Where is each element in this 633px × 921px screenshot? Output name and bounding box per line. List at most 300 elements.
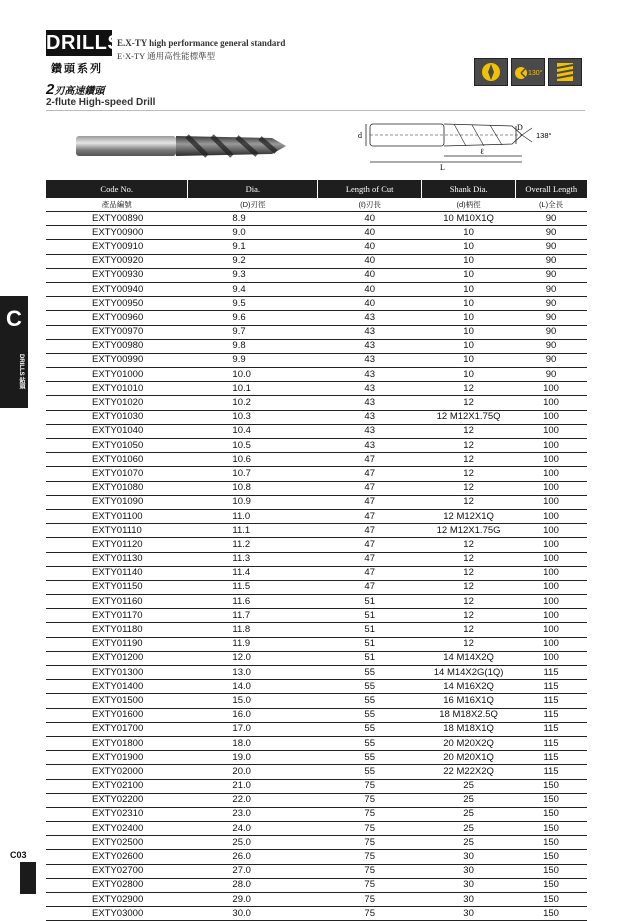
diagram-L-label: L — [440, 163, 445, 172]
cell-dia: 30.0 — [188, 907, 318, 921]
cell-shank-dia: 12 — [422, 566, 516, 580]
cell-code: EXTY01070 — [46, 467, 188, 481]
cell-shank-dia: 12 — [422, 637, 516, 651]
cell-length-of-cut: 55 — [318, 708, 422, 722]
cell-dia: 15.0 — [188, 694, 318, 708]
cell-shank-dia: 12 — [422, 481, 516, 495]
cell-shank-dia: 25 — [422, 807, 516, 821]
cell-shank-dia: 14 M14X2Q — [422, 651, 516, 665]
cell-dia: 11.8 — [188, 623, 318, 637]
cell-length-of-cut: 43 — [318, 339, 422, 353]
cell-shank-dia: 12 — [422, 439, 516, 453]
cell-code: EXTY02000 — [46, 765, 188, 779]
cell-dia: 9.7 — [188, 325, 318, 339]
cell-shank-dia: 10 — [422, 282, 516, 296]
cell-code: EXTY03000 — [46, 907, 188, 921]
table-row — [46, 807, 587, 821]
cell-overall-length: 100 — [516, 467, 587, 481]
cell-overall-length: 150 — [516, 907, 587, 921]
table-row — [46, 595, 587, 609]
cell-dia: 21.0 — [188, 779, 318, 793]
cell-dia: 19.0 — [188, 751, 318, 765]
cell-overall-length: 150 — [516, 878, 587, 892]
coating-icon — [548, 58, 582, 86]
table-subheader-row — [46, 198, 587, 212]
cell-overall-length: 100 — [516, 651, 587, 665]
cell-length-of-cut: 55 — [318, 680, 422, 694]
table-row — [46, 524, 587, 538]
cell-dia: 11.2 — [188, 538, 318, 552]
cell-overall-length: 100 — [516, 453, 587, 467]
table-row — [46, 353, 587, 367]
cell-dia: 9.9 — [188, 353, 318, 367]
cell-shank-dia: 18 M18X2.5Q — [422, 708, 516, 722]
cell-length-of-cut: 43 — [318, 424, 422, 438]
cell-overall-length: 90 — [516, 368, 587, 382]
table-row — [46, 396, 587, 410]
cell-length-of-cut: 40 — [318, 240, 422, 254]
cell-length-of-cut: 40 — [318, 268, 422, 282]
cell-length-of-cut: 51 — [318, 623, 422, 637]
cell-dia: 18.0 — [188, 736, 318, 750]
table-row — [46, 467, 587, 481]
cell-shank-dia: 10 — [422, 240, 516, 254]
subheader-code: 產品編號 — [46, 198, 188, 212]
cell-length-of-cut: 43 — [318, 439, 422, 453]
cell-dia: 28.0 — [188, 878, 318, 892]
table-row — [46, 580, 587, 594]
cell-overall-length: 100 — [516, 609, 587, 623]
cell-dia: 9.6 — [188, 311, 318, 325]
table-row — [46, 240, 587, 254]
cell-length-of-cut: 75 — [318, 836, 422, 850]
spec-table — [46, 180, 587, 921]
cell-code: EXTY01600 — [46, 708, 188, 722]
cell-dia: 9.5 — [188, 297, 318, 311]
table-row — [46, 410, 587, 424]
cell-code: EXTY01200 — [46, 651, 188, 665]
cell-overall-length: 90 — [516, 212, 587, 226]
table-row — [46, 368, 587, 382]
cell-length-of-cut: 75 — [318, 807, 422, 821]
cell-dia: 25.0 — [188, 836, 318, 850]
table-row — [46, 339, 587, 353]
table-row — [46, 297, 587, 311]
table-row — [46, 836, 587, 850]
table-row — [46, 751, 587, 765]
page-number: C03 — [10, 850, 27, 860]
table-row — [46, 850, 587, 864]
cell-overall-length: 100 — [516, 509, 587, 523]
cell-overall-length: 100 — [516, 382, 587, 396]
cell-overall-length: 100 — [516, 538, 587, 552]
table-row — [46, 623, 587, 637]
table-row — [46, 481, 587, 495]
cell-shank-dia: 12 — [422, 623, 516, 637]
cell-overall-length: 90 — [516, 325, 587, 339]
col-header-shank-dia: Shank Dia. — [422, 180, 516, 198]
cell-dia: 20.0 — [188, 765, 318, 779]
table-row — [46, 382, 587, 396]
cell-length-of-cut: 55 — [318, 736, 422, 750]
cell-shank-dia: 30 — [422, 893, 516, 907]
angle-130-icon — [511, 58, 545, 86]
cell-shank-dia: 20 M20X1Q — [422, 751, 516, 765]
section-title-en: 2-flute High-speed Drill — [46, 97, 156, 108]
table-row — [46, 822, 587, 836]
cell-dia: 11.1 — [188, 524, 318, 538]
cell-overall-length: 90 — [516, 240, 587, 254]
cell-shank-dia: 12 — [422, 538, 516, 552]
side-tab-letter: C — [6, 306, 22, 331]
brand-english-line: E.X-TY high performance general standard — [117, 38, 286, 48]
col-header-overall-length: Overall Length — [516, 180, 587, 198]
cell-length-of-cut: 75 — [318, 907, 422, 921]
cell-overall-length: 115 — [516, 666, 587, 680]
cell-shank-dia: 30 — [422, 864, 516, 878]
cell-code: EXTY01060 — [46, 453, 188, 467]
cell-overall-length: 115 — [516, 722, 587, 736]
cell-dia: 16.0 — [188, 708, 318, 722]
cell-code: EXTY01700 — [46, 722, 188, 736]
cell-overall-length: 100 — [516, 495, 587, 509]
cell-code: EXTY00920 — [46, 254, 188, 268]
cell-shank-dia: 20 M20X2Q — [422, 736, 516, 750]
series-label: 鑽頭系列 — [51, 63, 103, 75]
cell-dia: 22.0 — [188, 793, 318, 807]
cell-overall-length: 100 — [516, 637, 587, 651]
cell-length-of-cut: 75 — [318, 878, 422, 892]
cell-dia: 13.0 — [188, 666, 318, 680]
table-row — [46, 878, 587, 892]
cell-code: EXTY01300 — [46, 666, 188, 680]
table-body — [46, 212, 587, 921]
cell-overall-length: 115 — [516, 694, 587, 708]
cell-code: EXTY01050 — [46, 439, 188, 453]
cell-code: EXTY01150 — [46, 580, 188, 594]
cell-length-of-cut: 51 — [318, 651, 422, 665]
cell-overall-length: 90 — [516, 282, 587, 296]
cell-length-of-cut: 40 — [318, 226, 422, 240]
cell-shank-dia: 12 M12X1.75Q — [422, 410, 516, 424]
cell-code: EXTY02100 — [46, 779, 188, 793]
cell-shank-dia: 25 — [422, 822, 516, 836]
cell-shank-dia: 10 — [422, 226, 516, 240]
page-bar — [20, 862, 36, 894]
cell-code: EXTY02600 — [46, 850, 188, 864]
cell-overall-length: 100 — [516, 566, 587, 580]
cell-length-of-cut: 75 — [318, 893, 422, 907]
cell-length-of-cut: 43 — [318, 353, 422, 367]
cell-length-of-cut: 43 — [318, 410, 422, 424]
table-row — [46, 864, 587, 878]
cell-dia: 9.0 — [188, 226, 318, 240]
cell-dia: 12.0 — [188, 651, 318, 665]
cell-shank-dia: 10 — [422, 311, 516, 325]
table-row — [46, 552, 587, 566]
cell-length-of-cut: 47 — [318, 481, 422, 495]
table-row — [46, 793, 587, 807]
cell-length-of-cut: 40 — [318, 212, 422, 226]
cell-length-of-cut: 75 — [318, 779, 422, 793]
cell-shank-dia: 25 — [422, 836, 516, 850]
cell-shank-dia: 10 — [422, 254, 516, 268]
cell-shank-dia: 12 — [422, 396, 516, 410]
cell-dia: 23.0 — [188, 807, 318, 821]
cell-overall-length: 90 — [516, 311, 587, 325]
section-side-tab — [0, 296, 28, 408]
cell-code: EXTY01400 — [46, 680, 188, 694]
cell-shank-dia: 12 — [422, 424, 516, 438]
table-row — [46, 226, 587, 240]
table-header-row — [46, 180, 587, 198]
cell-overall-length: 90 — [516, 254, 587, 268]
cell-code: EXTY01130 — [46, 552, 188, 566]
cell-length-of-cut: 55 — [318, 751, 422, 765]
diagram-d-label: d — [358, 131, 362, 140]
cell-shank-dia: 12 — [422, 609, 516, 623]
cell-dia: 10.0 — [188, 368, 318, 382]
cell-shank-dia: 10 — [422, 297, 516, 311]
cell-length-of-cut: 55 — [318, 694, 422, 708]
cell-overall-length: 100 — [516, 580, 587, 594]
table-row — [46, 694, 587, 708]
cell-length-of-cut: 47 — [318, 467, 422, 481]
cell-code: EXTY01190 — [46, 637, 188, 651]
cell-shank-dia: 12 — [422, 467, 516, 481]
cell-shank-dia: 30 — [422, 878, 516, 892]
cell-code: EXTY01160 — [46, 595, 188, 609]
col-header-length-of-cut: Length of Cut — [318, 180, 422, 198]
cell-length-of-cut: 55 — [318, 666, 422, 680]
cell-shank-dia: 12 — [422, 382, 516, 396]
subheader-overall-length: (L)全長 — [516, 198, 587, 212]
section-title-cn — [46, 81, 104, 98]
cell-dia: 11.7 — [188, 609, 318, 623]
table-row — [46, 736, 587, 750]
cell-overall-length: 100 — [516, 524, 587, 538]
cell-dia: 10.3 — [188, 410, 318, 424]
cell-code: EXTY00940 — [46, 282, 188, 296]
subheader-length-of-cut: (ℓ)刃長 — [318, 198, 422, 212]
cell-overall-length: 100 — [516, 396, 587, 410]
cell-code: EXTY01900 — [46, 751, 188, 765]
cell-overall-length: 100 — [516, 481, 587, 495]
cell-code: EXTY01180 — [46, 623, 188, 637]
table-row — [46, 311, 587, 325]
cell-code: EXTY01100 — [46, 509, 188, 523]
cell-length-of-cut: 43 — [318, 311, 422, 325]
cell-length-of-cut: 75 — [318, 822, 422, 836]
cell-shank-dia: 10 — [422, 353, 516, 367]
cell-code: EXTY01000 — [46, 368, 188, 382]
cell-shank-dia: 25 — [422, 793, 516, 807]
cell-length-of-cut: 51 — [318, 637, 422, 651]
cell-dia: 9.8 — [188, 339, 318, 353]
table-row — [46, 566, 587, 580]
cell-shank-dia: 16 M16X1Q — [422, 694, 516, 708]
cell-code: EXTY02800 — [46, 878, 188, 892]
title-divider — [46, 110, 585, 111]
cell-dia: 10.8 — [188, 481, 318, 495]
cell-code: EXTY01030 — [46, 410, 188, 424]
cell-dia: 27.0 — [188, 864, 318, 878]
cell-code: EXTY02310 — [46, 807, 188, 821]
svg-text:130°: 130° — [528, 70, 543, 77]
cell-overall-length: 100 — [516, 410, 587, 424]
table-row — [46, 282, 587, 296]
cell-overall-length: 150 — [516, 793, 587, 807]
cell-overall-length: 115 — [516, 708, 587, 722]
cell-shank-dia: 10 M10X1Q — [422, 212, 516, 226]
table-row — [46, 325, 587, 339]
tool-icon — [474, 58, 508, 86]
cell-length-of-cut: 47 — [318, 524, 422, 538]
cell-dia: 11.3 — [188, 552, 318, 566]
cell-code: EXTY00900 — [46, 226, 188, 240]
table-row — [46, 254, 587, 268]
cell-overall-length: 150 — [516, 850, 587, 864]
cell-overall-length: 115 — [516, 736, 587, 750]
cell-length-of-cut: 47 — [318, 552, 422, 566]
cell-dia: 10.1 — [188, 382, 318, 396]
cell-length-of-cut: 47 — [318, 538, 422, 552]
cell-length-of-cut: 55 — [318, 765, 422, 779]
cell-shank-dia: 12 — [422, 580, 516, 594]
cell-length-of-cut: 40 — [318, 282, 422, 296]
cell-overall-length: 90 — [516, 339, 587, 353]
cell-length-of-cut: 51 — [318, 609, 422, 623]
cell-overall-length: 150 — [516, 822, 587, 836]
cell-overall-length: 100 — [516, 595, 587, 609]
side-tab-label: DRILLS 鉆頭 — [18, 354, 24, 390]
cell-code: EXTY01010 — [46, 382, 188, 396]
cell-dia: 11.6 — [188, 595, 318, 609]
cell-dia: 10.7 — [188, 467, 318, 481]
cell-length-of-cut: 43 — [318, 368, 422, 382]
table-row — [46, 538, 587, 552]
cell-dia: 11.4 — [188, 566, 318, 580]
cell-length-of-cut: 47 — [318, 495, 422, 509]
cell-shank-dia: 12 — [422, 552, 516, 566]
cell-code: EXTY01170 — [46, 609, 188, 623]
cell-overall-length: 150 — [516, 864, 587, 878]
table-row — [46, 651, 587, 665]
table-row — [46, 637, 587, 651]
cell-code: EXTY01040 — [46, 424, 188, 438]
cell-length-of-cut: 40 — [318, 297, 422, 311]
cell-code: EXTY02900 — [46, 893, 188, 907]
cell-shank-dia: 25 — [422, 779, 516, 793]
cell-dia: 26.0 — [188, 850, 318, 864]
flute-count: 2 — [46, 81, 55, 98]
cell-overall-length: 90 — [516, 297, 587, 311]
cell-code: EXTY00980 — [46, 339, 188, 353]
cell-code: EXTY01080 — [46, 481, 188, 495]
cell-code: EXTY02400 — [46, 822, 188, 836]
table-row — [46, 424, 587, 438]
table-row — [46, 722, 587, 736]
cell-code: EXTY00960 — [46, 311, 188, 325]
cell-overall-length: 115 — [516, 751, 587, 765]
cell-length-of-cut: 51 — [318, 595, 422, 609]
cell-shank-dia: 14 M16X2Q — [422, 680, 516, 694]
cell-dia: 10.5 — [188, 439, 318, 453]
drill-dimension-diagram — [350, 116, 560, 172]
brand-chinese-line: E·X-TY 通用高性能標準型 — [117, 51, 216, 61]
cell-dia: 11.0 — [188, 509, 318, 523]
cell-shank-dia: 30 — [422, 850, 516, 864]
cell-overall-length: 150 — [516, 893, 587, 907]
cell-length-of-cut: 55 — [318, 722, 422, 736]
cell-overall-length: 100 — [516, 552, 587, 566]
table-row — [46, 680, 587, 694]
table-row — [46, 779, 587, 793]
col-header-dia: Dia. — [188, 180, 318, 198]
cell-code: EXTY01500 — [46, 694, 188, 708]
section-title-cn-text: 刃高速鑽頭 — [54, 86, 105, 97]
cell-overall-length: 150 — [516, 807, 587, 821]
table-row — [46, 893, 587, 907]
brand-box: DRILLS — [46, 32, 122, 54]
table-row — [46, 439, 587, 453]
table-row — [46, 509, 587, 523]
cell-overall-length: 100 — [516, 623, 587, 637]
cell-length-of-cut: 47 — [318, 509, 422, 523]
table-row — [46, 666, 587, 680]
cell-code: EXTY02200 — [46, 793, 188, 807]
cell-dia: 9.1 — [188, 240, 318, 254]
table-row — [46, 765, 587, 779]
cell-code: EXTY01110 — [46, 524, 188, 538]
cell-code: EXTY02700 — [46, 864, 188, 878]
cell-shank-dia: 12 — [422, 595, 516, 609]
cell-length-of-cut: 75 — [318, 793, 422, 807]
cell-length-of-cut: 47 — [318, 580, 422, 594]
cell-dia: 17.0 — [188, 722, 318, 736]
cell-overall-length: 150 — [516, 836, 587, 850]
table-row — [46, 708, 587, 722]
cell-dia: 10.6 — [188, 453, 318, 467]
cell-dia: 24.0 — [188, 822, 318, 836]
cell-length-of-cut: 40 — [318, 254, 422, 268]
cell-shank-dia: 22 M22X2Q — [422, 765, 516, 779]
cell-overall-length: 115 — [516, 680, 587, 694]
cell-code: EXTY00970 — [46, 325, 188, 339]
cell-code: EXTY01020 — [46, 396, 188, 410]
cell-shank-dia: 10 — [422, 268, 516, 282]
cell-dia: 10.4 — [188, 424, 318, 438]
cell-dia: 8.9 — [188, 212, 318, 226]
cell-code: EXTY01090 — [46, 495, 188, 509]
cell-code: EXTY00950 — [46, 297, 188, 311]
cell-code: EXTY00990 — [46, 353, 188, 367]
subheader-shank-dia: (d)柄徑 — [422, 198, 516, 212]
cell-dia: 29.0 — [188, 893, 318, 907]
cell-overall-length: 100 — [516, 439, 587, 453]
cell-overall-length: 90 — [516, 353, 587, 367]
cell-dia: 10.2 — [188, 396, 318, 410]
diagram-D-label: D — [517, 123, 523, 132]
cell-shank-dia: 12 M12X1.75G — [422, 524, 516, 538]
cell-length-of-cut: 43 — [318, 382, 422, 396]
cell-length-of-cut: 43 — [318, 325, 422, 339]
cell-length-of-cut: 75 — [318, 864, 422, 878]
diagram-angle-label: 138° — [536, 131, 552, 140]
cell-shank-dia: 14 M14X2G(1Q) — [422, 666, 516, 680]
cell-length-of-cut: 75 — [318, 850, 422, 864]
cell-dia: 9.2 — [188, 254, 318, 268]
